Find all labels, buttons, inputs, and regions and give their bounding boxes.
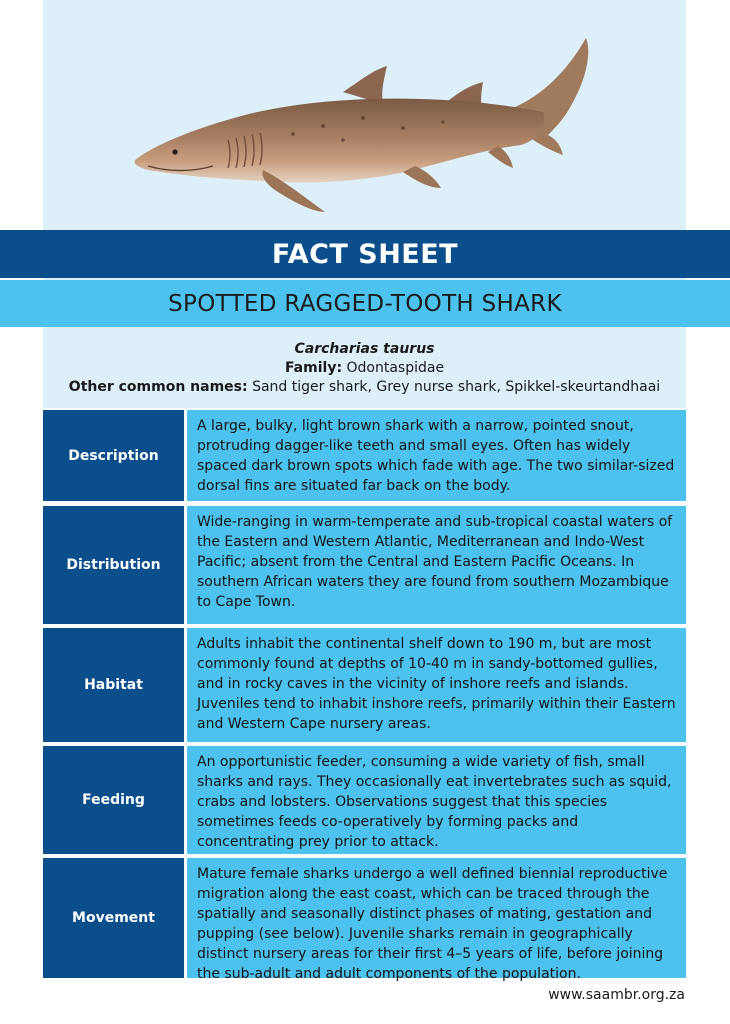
family-value: Odontaspidae [346,360,445,376]
species-names [43,340,686,397]
species-title: SPOTTED RAGGED-TOOTH SHARK [168,290,562,317]
section-habitat [43,628,686,742]
section-heading: Habitat [43,628,184,742]
common-names-value: Sand tiger shark, Grey nurse shark, Spikkel-skeurtandhaai [252,379,661,395]
common-names-label: Other common names: [68,379,248,395]
section-feeding [43,746,686,854]
website-url: www.saambr.org.za [548,987,685,1003]
section-distribution [43,506,686,624]
section-description [43,410,686,501]
shark-illustration [43,0,686,230]
section-heading: Distribution [43,506,184,624]
species-banner [0,280,730,327]
section-text: Mature female sharks undergo a well defined biennial reproductive migration along the east coast, which can be traced through the spatially and seasonally distinct phases of mating, gestation and pupping (see below). Juvenile sharks remain in geographically distinct nursery areas for their first 4–5 years of life, before joining the sub-adult and adult components of the population. [187,858,686,978]
family-line [43,359,686,378]
section-movement [43,858,686,982]
page-title: FACT SHEET [271,238,459,270]
section-text: Wide-ranging in warm-temperate and sub-tropical coastal waters of the Eastern and Western Atlantic, Mediterranean and Indo-West Pacific; absent from the Central and Eastern Pacific Oceans. In southern African waters they are found from southern Mozambique to Cape Town. [187,506,686,624]
common-names-line [43,378,686,397]
section-text: An opportunistic feeder, consuming a wide variety of fish, small sharks and rays. They occasionally eat invertebrates such as squid, crabs and lobsters. Observations suggest that this species sometimes feeds co-operatively by forming packs and concentrating prey prior to attack. [187,746,686,854]
section-text: A large, bulky, light brown shark with a narrow, pointed snout, protruding dagger-like teeth and small eyes. Often has widely spaced dark brown spots which fade with age. The two similar-sized dorsal fins are situated far back on the body. [187,410,686,501]
family-label: Family: [284,360,343,376]
section-heading: Movement [43,858,184,978]
section-heading: Feeding [43,746,184,854]
fact-sheet-banner [0,230,730,278]
scientific-name: Carcharias taurus [294,341,435,357]
section-heading: Description [43,410,184,501]
section-text: Adults inhabit the continental shelf down to 190 m, but are most commonly found at depths of 10-40 m in sandy-bottomed gullies, and in rocky caves in the vicinity of inshore reefs and islands. Juveniles tend to inhabit inshore reefs, primarily within their Eastern and Western Cape nursery areas. [187,628,686,742]
